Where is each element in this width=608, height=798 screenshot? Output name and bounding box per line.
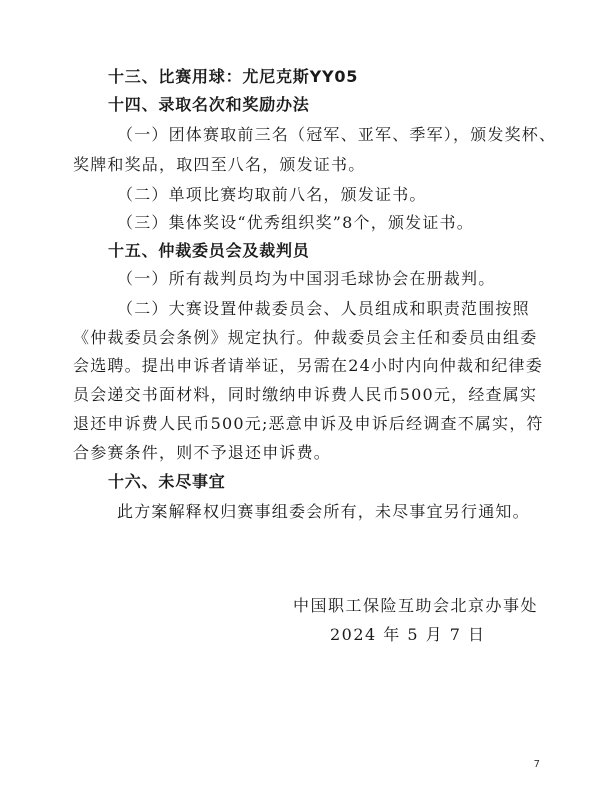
paragraph-line: 员会递交书面材料，同时缴纳申诉费人民币500元，经查属实	[73, 385, 538, 404]
paragraph-line: （一）所有裁判员均为中国羽毛球协会在册裁判。	[117, 269, 496, 288]
paragraph-line: 《仲裁委员会条例》规定执行。仲裁委员会主任和委员由组委	[73, 328, 538, 347]
paragraph-line: （一）团体赛取前三名（冠军、亚军、季军），颁发奖杯、	[117, 125, 557, 144]
section-16-heading: 十六、未尽事宜	[108, 472, 226, 491]
page-number: 7	[533, 759, 540, 770]
paragraph-line: （二）大赛设置仲裁委员会、人员组成和职责范围按照	[117, 299, 530, 318]
paragraph-line: 退还申诉费人民币500元;恶意申诉及申诉后经调查不属实，符	[73, 414, 544, 433]
paragraph-line: 奖牌和奖品，取四至八名，颁发证书。	[73, 155, 366, 174]
paragraph-line: 合参赛条件，则不予退还申诉费。	[73, 443, 332, 462]
signature-organization: 中国职工保险互助会北京办事处	[293, 596, 539, 615]
paragraph-line: （三）集体奖设“优秀组织奖”8个，颁发证书。	[117, 213, 474, 232]
paragraph-line: 此方案解释权归赛事组委会所有，未尽事宜另行通知。	[117, 502, 530, 521]
section-13-heading: 十三、比赛用球：尤尼克斯YY05	[108, 67, 359, 86]
paragraph-line: 会选聘。提出申诉者请举证，另需在24小时内向仲裁和纪律委	[73, 356, 543, 375]
section-15-heading: 十五、仲裁委员会及裁判员	[108, 241, 310, 260]
signature-date: 2024 年 5 月 7 日	[330, 625, 486, 644]
section-14-heading: 十四、录取名次和奖励办法	[108, 95, 310, 114]
paragraph-line: （二）单项比赛均取前八名，颁发证书。	[117, 185, 427, 204]
